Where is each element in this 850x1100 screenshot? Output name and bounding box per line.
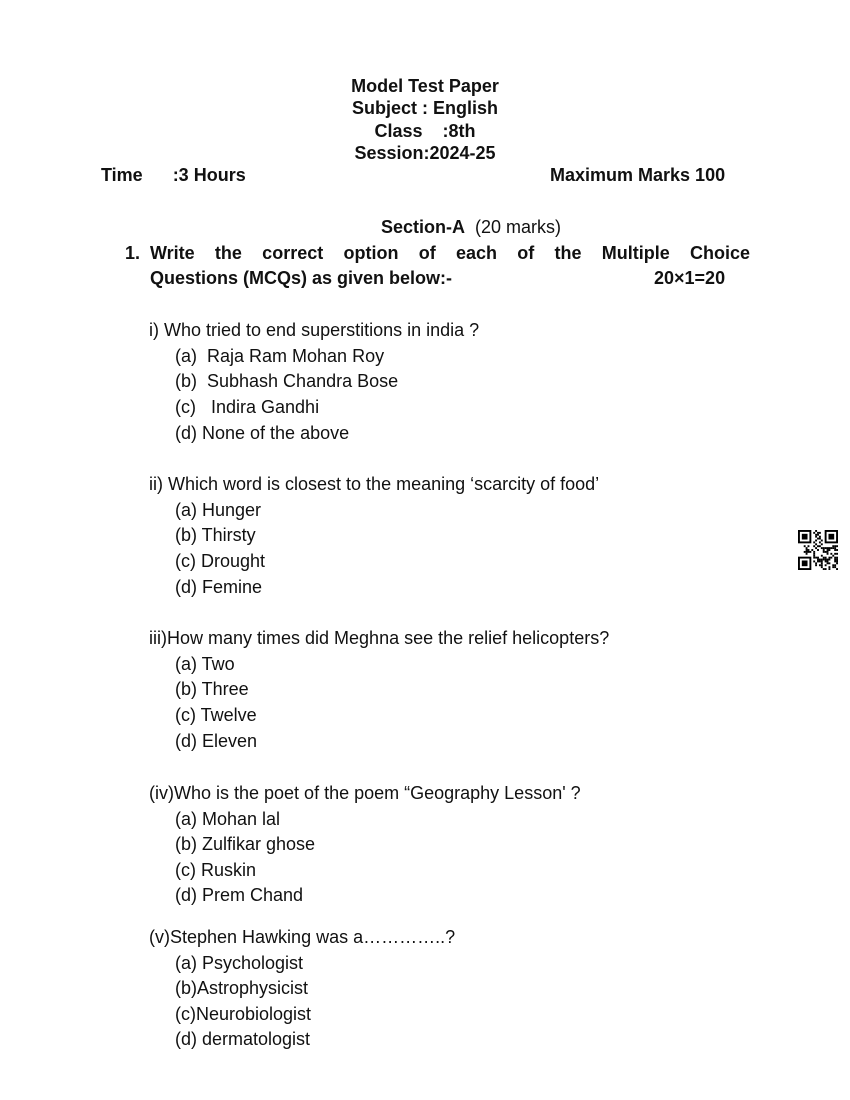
question-text: (iv)Who is the poet of the poem “Geography Lesson' ? <box>149 783 581 803</box>
class: Class :8th <box>374 121 476 141</box>
answer-option: (b) Thirsty <box>175 525 256 546</box>
section-heading <box>381 216 561 238</box>
answer-option: (b)Astrophysicist <box>175 978 309 998</box>
answer-option: (c) Drought <box>175 551 266 572</box>
question-number: 1. <box>125 243 141 263</box>
answer-option: (b) Zulfikar ghose <box>175 834 316 854</box>
answer-option: (a) Hunger <box>175 499 262 520</box>
answer-option: (b) Subhash Chandra Bose <box>175 371 399 392</box>
answer-option: (a) Mohan lal <box>175 808 281 829</box>
answer-option: (c) Twelve <box>175 705 257 726</box>
section-title: Section-A <box>381 217 466 237</box>
answer-option: (a) Raja Ram Mohan Roy <box>175 345 385 366</box>
answer-option: (a) Psychologist <box>175 952 304 973</box>
answer-option: (b) Three <box>175 679 249 700</box>
paper-title: Model Test Paper <box>351 76 499 96</box>
subject: Subject : English <box>351 98 499 118</box>
answer-option: (d) dermatologist <box>175 1029 311 1049</box>
question-text: ii) Which word is closest to the meaning ‘scarcity of food’ <box>149 474 600 494</box>
question-text: (v)Stephen Hawking was a…………..? <box>149 927 456 947</box>
session: Session:2024-25 <box>354 143 496 163</box>
answer-option: (c) Ruskin <box>175 859 257 880</box>
answer-option: (d) Eleven <box>175 730 258 751</box>
answer-option: (a) Two <box>175 653 235 674</box>
answer-option: (d) Prem Chand <box>175 885 304 905</box>
section-marks: (20 marks) <box>475 217 562 237</box>
instruction-line-1: Write the correct option of each of the Multiple Choice <box>150 243 750 263</box>
question-text: i) Who tried to end superstitions in india ? <box>149 320 480 340</box>
time: Time :3 Hours <box>101 165 246 185</box>
answer-option: (d) Femine <box>175 576 263 597</box>
answer-option: (c) Indira Gandhi <box>175 397 320 418</box>
instruction-line-2: Questions (MCQs) as given below:- <box>150 268 453 288</box>
maximum-marks: Maximum Marks 100 <box>550 165 726 185</box>
answer-option: (c)Neurobiologist <box>175 1003 312 1024</box>
question-text: iii)How many times did Meghna see the relief helicopters? <box>149 628 610 648</box>
qr-code-icon <box>798 530 838 570</box>
answer-option: (d) None of the above <box>175 422 350 443</box>
instruction-marks: 20×1=20 <box>654 268 726 288</box>
